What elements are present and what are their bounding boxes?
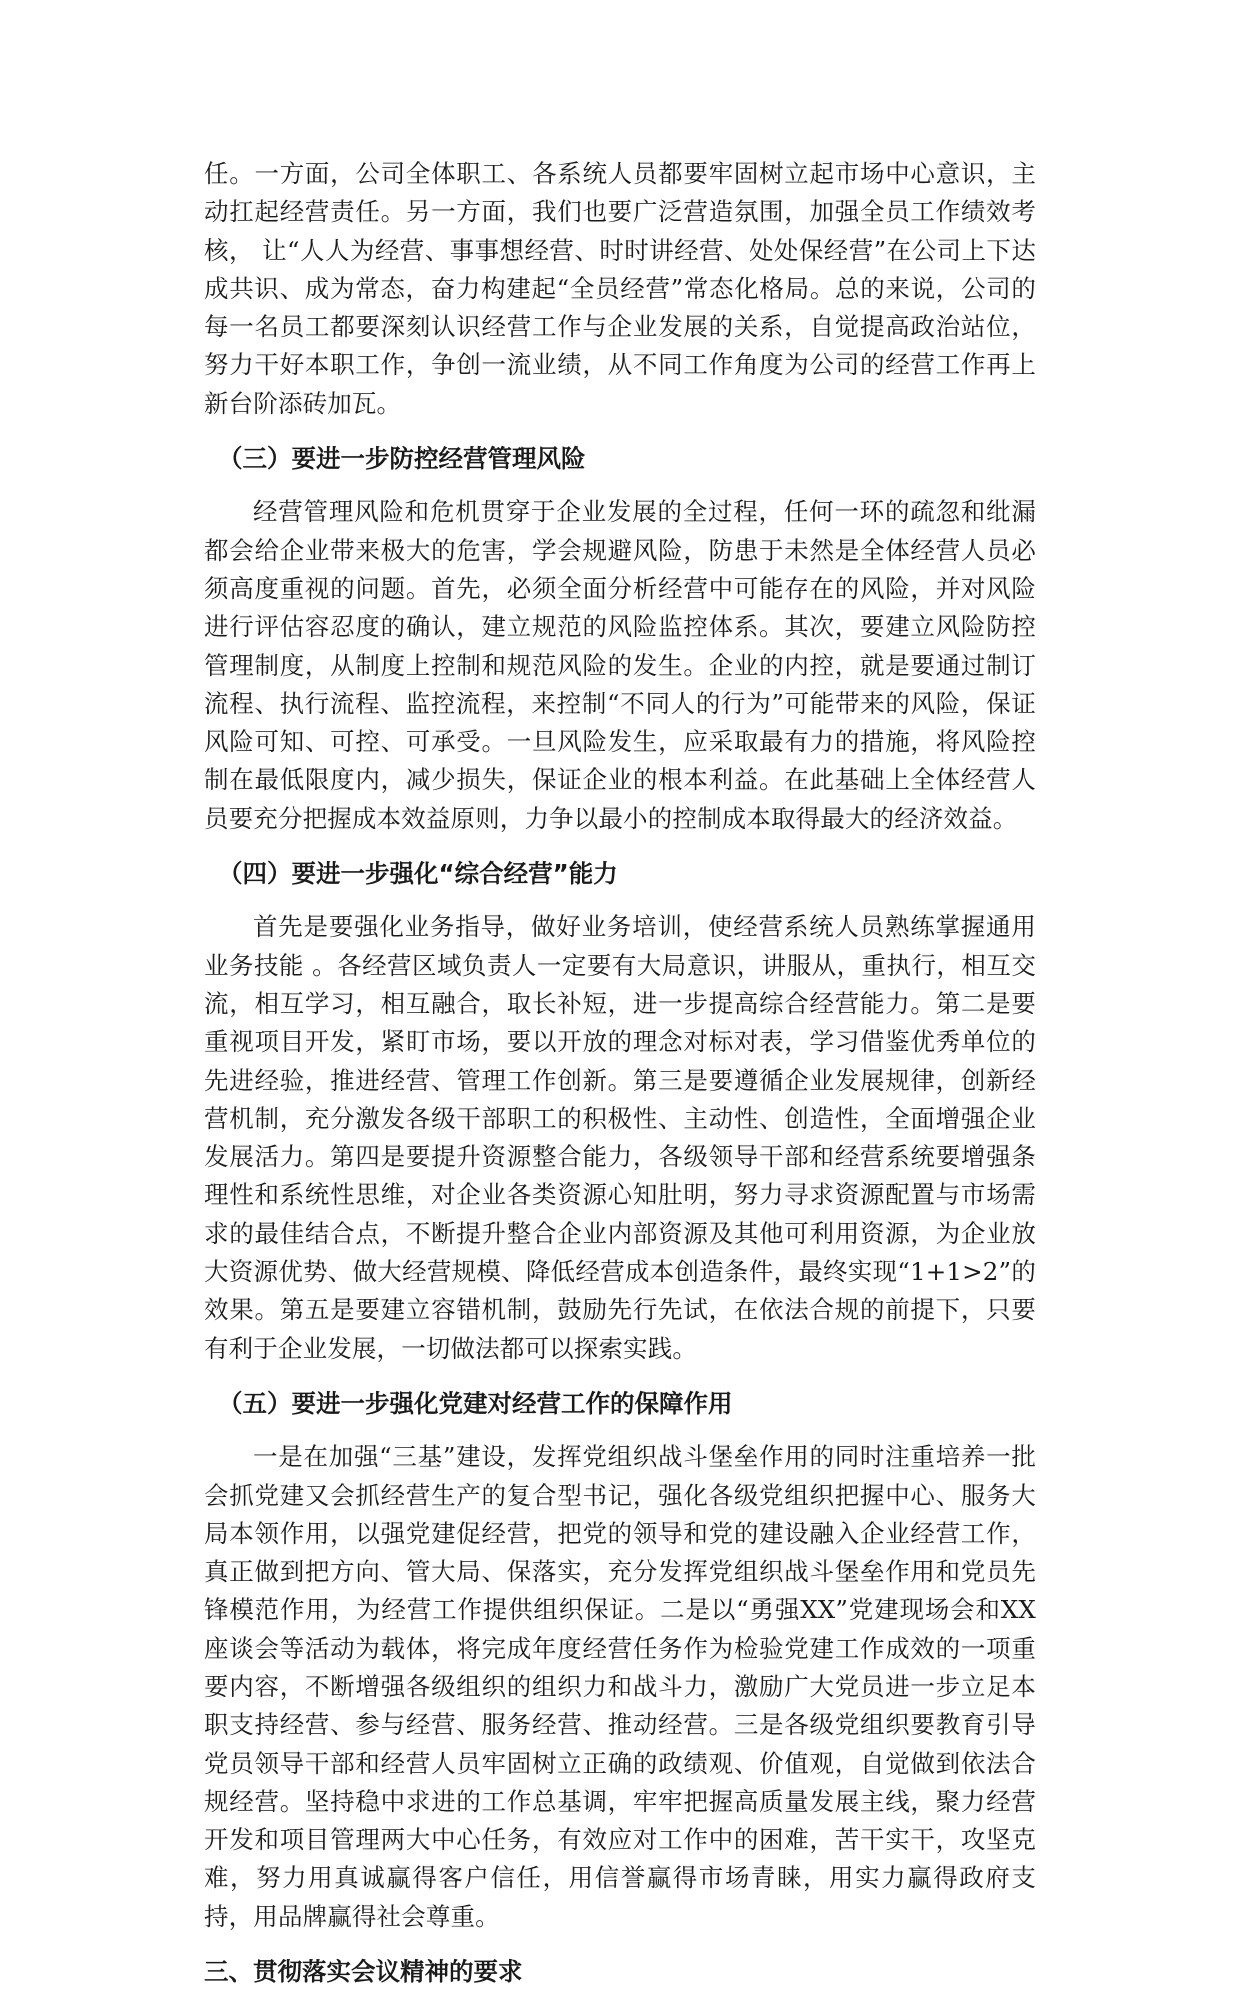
section-3-body: 经营管理风险和危机贯穿于企业发展的全过程，任何一环的疏忽和纰漏都会给企业带来极大的危害，学会规避风险，防患于未然是全体经营人员必须高度重视的问题。首先，必须全面分析经营中可能存在的风险，并对风险进行评估容忍度的确认，建立规范的风险监控体系。其次，要建立风险防控管理制度，从制度上控制和规范风险的发生。企业的内控，就是要通过制订流程、执行流程、监控流程，来控制“不同人的行为”可能带来的风险，保证风险可知、可控、可承受。一旦风险发生，应采取最有力的措施，将风险控制在最低限度内，减少损失，保证企业的根本利益。在此基础上全体经营人员要充分把握成本效益原则，力争以最小的控制成本取得最大的经济效益。 [204,497,1036,833]
section-4-heading: （四）要进一步强化“综合经营”能力 [218,859,618,889]
section-4-body: 首先是要强化业务指导，做好业务培训，使经营系统人员熟练掌握通用业务技能 。各经营区域负责人一定要有大局意识，讲服从，重执行，相互交流，相互学习，相互融合，取长补短，进一步提高综合经营能力。第二是要重视项目开发，紧盯市场，要以开放的理念对标对表，学习借鉴优秀单位的先进经验，推进经营、管理工作创新。第三是要遵循企业发展规律，创新经营机制，充分激发各级干部职工的积极性、主动性、创造性，全面增强企业发展活力。第四是要提升资源整合能力，各级领导干部和经营系统要增强条理性和系统性思维，对企业各类资源心知肚明，努力寻求资源配置与市场需求的最佳结合点，不断提升整合企业内部资源及其他可利用资源，为企业放大资源优势、做大经营规模、降低经营成本创造条件，最终实现“1+1>2”的效果。第五是要建立容错机制，鼓励先行先试，在依法合规的前提下，只要有利于企业发展，一切做法都可以探索实践。 [204,912,1036,1363]
section-5-heading: （五）要进一步强化党建对经营工作的保障作用 [218,1388,733,1418]
part-3-heading: 三、贯彻落实会议精神的要求 [204,1957,523,1987]
page-content [204,155,1036,1991]
continued-paragraph: 任。一方面，公司全体职工、各系统人员都要牢固树立起市场中心意识，主动扛起经营责任。另一方面，我们也要广泛营造氛围，加强全员工作绩效考核， 让“人人为经营、事事想经营、时时讲经营、处处保经营”在公司上下达成共识、成为常态，奋力构建起“全员经营”常态化格局。总的来说，公司的每一名员工都要深刻认识经营工作与企业发展的关系，自觉提高政治站位，努力干好本职工作，争创一流业绩，从不同工作角度为公司的经营工作再上新台阶添砖加瓦。 [204,159,1036,418]
section-5-body: 一是在加强“三基”建设，发挥党组织战斗堡垒作用的同时注重培养一批会抓党建又会抓经营生产的复合型书记，强化各级党组织把握中心、服务大局本领作用，以强党建促经营，把党的领导和党的建设融入企业经营工作，真正做到把方向、管大局、保落实，充分发挥党组织战斗堡垒作用和党员先锋模范作用，为经营工作提供组织保证。二是以“勇强XX”党建现场会和XX座谈会等活动为载体，将完成年度经营任务作为检验党建工作成效的一项重要内容，不断增强各级组织的组织力和战斗力，激励广大党员进一步立足本职支持经营、参与经营、服务经营、推动经营。三是各级党组织要教育引导党员领导干部和经营人员牢固树立正确的政绩观、价值观，自觉做到依法合规经营。坚持稳中求进的工作总基调，牢牢把握高质量发展主线，聚力经营开发和项目管理两大中心任务，有效应对工作中的困难，苦干实干，攻坚克难，努力用真诚赢得客户信任，用信誉赢得市场青睐，用实力赢得政府支持，用品牌赢得社会尊重。 [204,1442,1036,1931]
section-3-heading: （三）要进一步防控经营管理风险 [218,444,586,474]
